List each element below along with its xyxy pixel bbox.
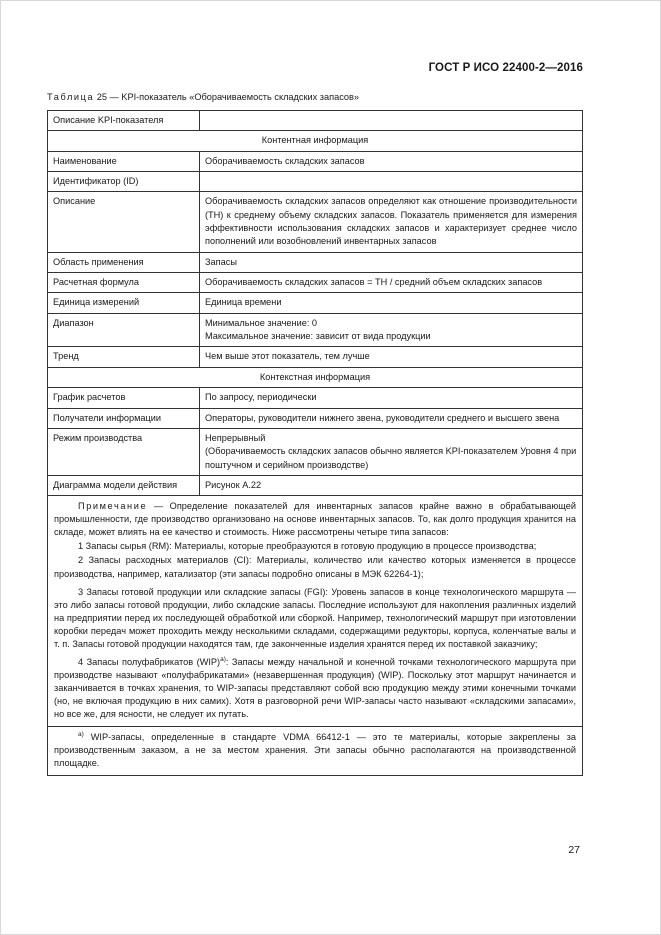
table-row xyxy=(48,475,583,495)
row-label: Описание xyxy=(48,192,200,252)
section-content-heading: Контентная информация xyxy=(48,131,583,151)
row-value: По запросу, периодически xyxy=(200,388,583,408)
note-intro xyxy=(54,500,576,539)
row-label: Область применения xyxy=(48,252,200,272)
table-row xyxy=(48,273,583,293)
note-cell xyxy=(48,496,583,727)
row-label: Тренд xyxy=(48,347,200,367)
table-row xyxy=(48,347,583,367)
footnote-row xyxy=(48,727,583,776)
row-value: Запасы xyxy=(200,252,583,272)
footnote-text: WIP-запасы, определенные в стандарте VDMA 66412-1 — это те материалы, которые закреплены за производственным заказом, а не за местом хранения. Эти запасы обычно располагаются на производственной площадке. xyxy=(54,732,576,769)
row-label: Единица измерений xyxy=(48,293,200,313)
row-value: Операторы, руководители нижнего звена, руководители среднего и высшего звена xyxy=(200,408,583,428)
table-row xyxy=(48,192,583,252)
note-item xyxy=(54,656,576,721)
row-value xyxy=(200,111,583,131)
row-label: Режим производства xyxy=(48,428,200,475)
footnote-cell xyxy=(48,727,583,776)
range-max: Максимальное значение: зависит от вида продукции xyxy=(205,331,431,342)
row-value: Оборачиваемость складских запасов = TH / средний объем складских запасов xyxy=(200,273,583,293)
table-row xyxy=(48,428,583,475)
row-label: Диаграмма модели действия xyxy=(48,475,200,495)
footnote xyxy=(54,731,576,770)
note-item4-rest: : Запасы между начальной и конечной точками технологического маршрута при производстве называют «полуфабрикатами» (незавершенная продукция) (WIP). Поскольку этот маршрут начинается и заканчивается в точках хранения, то WIP-запасы представляют собой всю продукцию между этими конечными точками (но, не включая продукцию в них самих). Хотя в разговорной речи WIP-запасы часто называют «складскими запасами», но все же, для ясности, не следует их путать. xyxy=(54,656,576,720)
table-row xyxy=(48,252,583,272)
table-row xyxy=(48,111,583,131)
table-row xyxy=(48,388,583,408)
table-row xyxy=(48,408,583,428)
note-intro-text: — Определение показателей для инвентарных запасов крайне важно в обрабатывающей промышленности, где производство организовано на основе инвентарных запасов. То, как долго продукция хранится на складе, может влиять на ее качество и стоимость. Ниже рассмотрены четыре типа запасов: xyxy=(54,501,576,538)
table-row xyxy=(48,293,583,313)
note-item: 3 Запасы готовой продукции или складские запасы (FGI): Уровень запасов в конце технологического маршрута — это либо запасы готовой продукции, либо складские запасы. Последние используют для накопления различных изделий на предприятии перед их последующей обработкой или сборкой. Например, технологический маршрут при изготовлении коробки передач может проходить между несколькими складами, содержащими редукторы, корпуса, коленчатые валы и т. п. Запасы готовой продукции находятся там, где законченные изделия хранятся перед их поставкой заказчику; xyxy=(54,586,576,649)
note-item: 1 Запасы сырья (RM): Материалы, которые преобразуются в готовую продукцию в процессе производства; xyxy=(78,541,537,552)
row-value: Рисунок А.22 xyxy=(200,475,583,495)
table-row xyxy=(48,313,583,347)
row-value: Оборачиваемость складских запасов определяют как отношение производительности (TH) к среднему объему складских запасов. Показатель применяется для измерения эффективности использования складских запасов и характеризует среднее число пополнений или возобновлений инвентарных запасов xyxy=(200,192,583,252)
range-min: Минимальное значение: 0 xyxy=(205,317,318,328)
row-label: Описание KPI-показателя xyxy=(48,111,200,131)
note-item: 2 Запасы расходных материалов (CI): Материалы, количество или качество которых изменяется в процессе производства, например, катализатор (эти запасы подробно описаны в МЭК 62264-1); xyxy=(54,555,576,579)
table-row xyxy=(48,151,583,171)
note-item4-start: 4 Запасы полуфабрикатов (WIP) xyxy=(78,656,221,667)
row-value xyxy=(200,172,583,192)
footnote-marker: а) xyxy=(78,731,84,739)
row-label: Идентификатор (ID) xyxy=(48,172,200,192)
page-number: 27 xyxy=(568,844,580,856)
row-label: Расчетная формула xyxy=(48,273,200,293)
row-value xyxy=(200,428,583,475)
footnote-marker: а) xyxy=(220,655,226,663)
row-value: Оборачиваемость складских запасов xyxy=(200,151,583,171)
row-value: Чем выше этот показатель, тем лучше xyxy=(200,347,583,367)
section-row xyxy=(48,367,583,387)
kpi-table xyxy=(47,110,583,776)
section-context-heading: Контекстная информация xyxy=(48,367,583,387)
row-label: Наименование xyxy=(48,151,200,171)
row-value: Единица времени xyxy=(200,293,583,313)
section-row xyxy=(48,131,583,151)
row-label: Получатели информации xyxy=(48,408,200,428)
mode-comment: (Оборачиваемость складских запасов обычно является KPI-показателем Уровня 4 при поштучном и серийном производстве) xyxy=(205,446,577,470)
caption-title: KPI-показатель «Оборачиваемость складских запасов» xyxy=(121,92,359,102)
table-row xyxy=(48,172,583,192)
row-label: График расчетов xyxy=(48,388,200,408)
standard-header: ГОСТ Р ИСО 22400-2—2016 xyxy=(428,62,583,74)
caption-prefix: Таблица xyxy=(47,92,95,102)
mode-value: Непрерывный xyxy=(205,432,266,443)
caption-number: 25 — xyxy=(94,92,122,102)
note-prefix: Примечание xyxy=(78,501,148,512)
row-label: Диапазон xyxy=(48,313,200,347)
table-caption xyxy=(47,92,359,102)
row-value xyxy=(200,313,583,347)
note-row xyxy=(48,496,583,727)
